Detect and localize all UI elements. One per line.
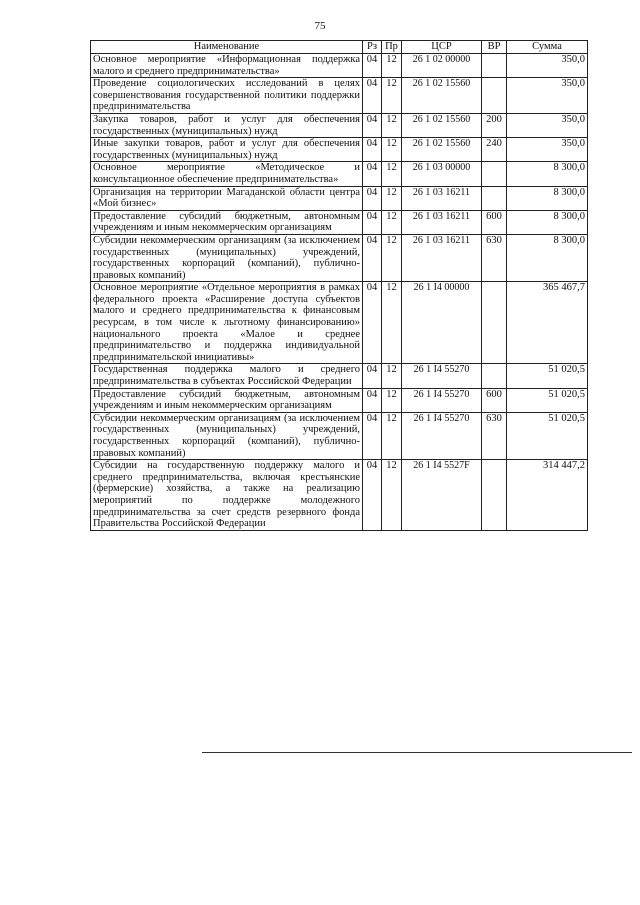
cell-vr [482, 364, 507, 388]
cell-pr: 12 [382, 388, 402, 412]
table-row [91, 78, 588, 114]
cell-sum: 350,0 [507, 54, 588, 78]
cell-rz: 04 [363, 364, 382, 388]
cell-pr: 12 [382, 54, 402, 78]
cell-name: Предоставление субсидий бюджетным, автономным учреждениям и иным некоммерческим организациям [91, 210, 363, 234]
cell-sum: 350,0 [507, 78, 588, 114]
cell-csr: 26 1 02 15560 [402, 138, 482, 162]
cell-pr: 12 [382, 412, 402, 459]
cell-name: Основное мероприятие «Отдельное мероприятия в рамках федерального проекта «Расширение доступа субъектов малого и среднего предпринимательства к финансовым ресурсам, в том числе к льготному финансированию» национального проекта «Малое и среднее предпринимательство и поддержка индивидуальной предпринимательской инициативы» [91, 282, 363, 364]
table-header [91, 41, 588, 54]
header-pr: Пр [382, 41, 402, 54]
cell-pr: 12 [382, 78, 402, 114]
cell-pr: 12 [382, 364, 402, 388]
cell-pr: 12 [382, 162, 402, 186]
cell-name: Основное мероприятие «Информационная поддержка малого и среднего предпринимательства» [91, 54, 363, 78]
cell-pr: 12 [382, 282, 402, 364]
cell-vr: 600 [482, 210, 507, 234]
cell-csr: 26 1 02 15560 [402, 78, 482, 114]
cell-vr [482, 54, 507, 78]
cell-rz: 04 [363, 113, 382, 137]
table-row [91, 162, 588, 186]
cell-sum: 51 020,5 [507, 388, 588, 412]
cell-rz: 04 [363, 78, 382, 114]
footer-rule [202, 752, 632, 753]
cell-rz: 04 [363, 54, 382, 78]
cell-csr: 26 1 I4 5527F [402, 460, 482, 531]
cell-name: Проведение социологических исследований в целях совершенствования государственной политики поддержки предпринимательства [91, 78, 363, 114]
cell-pr: 12 [382, 210, 402, 234]
cell-sum: 350,0 [507, 138, 588, 162]
header-csr: ЦСР [402, 41, 482, 54]
cell-vr [482, 460, 507, 531]
cell-rz: 04 [363, 460, 382, 531]
cell-vr [482, 282, 507, 364]
cell-sum: 8 300,0 [507, 186, 588, 210]
cell-csr: 26 1 I4 55270 [402, 388, 482, 412]
table-row [91, 210, 588, 234]
cell-vr: 600 [482, 388, 507, 412]
cell-vr: 240 [482, 138, 507, 162]
table-row [91, 460, 588, 531]
page-number: 75 [314, 20, 326, 32]
table-row [91, 388, 588, 412]
cell-name: Субсидии на государственную поддержку малого и среднего предпринимательства, включая крестьянские (фермерские) хозяйства, а также на реализацию мероприятий по поддержке молодежного предпринимательства за счет средств резервного фонда Правительства Российской Федерации [91, 460, 363, 531]
cell-rz: 04 [363, 138, 382, 162]
table-row [91, 282, 588, 364]
cell-pr: 12 [382, 234, 402, 281]
table-body [91, 54, 588, 531]
cell-name: Государственная поддержка малого и среднего предпринимательства в субъектах Российской Федерации [91, 364, 363, 388]
cell-vr: 200 [482, 113, 507, 137]
cell-rz: 04 [363, 282, 382, 364]
cell-csr: 26 1 I4 55270 [402, 364, 482, 388]
cell-pr: 12 [382, 460, 402, 531]
cell-rz: 04 [363, 234, 382, 281]
cell-rz: 04 [363, 210, 382, 234]
cell-rz: 04 [363, 162, 382, 186]
cell-sum: 8 300,0 [507, 210, 588, 234]
cell-sum: 314 447,2 [507, 460, 588, 531]
cell-sum: 51 020,5 [507, 412, 588, 459]
table-row [91, 234, 588, 281]
header-sum: Сумма [507, 41, 588, 54]
cell-sum: 8 300,0 [507, 162, 588, 186]
cell-name: Субсидии некоммерческим организациям (за исключением государственных (муниципальных) учреждений, государственных корпораций (компаний), публично-правовых компаний) [91, 412, 363, 459]
cell-sum: 51 020,5 [507, 364, 588, 388]
cell-csr: 26 1 03 00000 [402, 162, 482, 186]
header-rz: Рз [363, 41, 382, 54]
cell-sum: 365 467,7 [507, 282, 588, 364]
cell-rz: 04 [363, 388, 382, 412]
cell-vr: 630 [482, 412, 507, 459]
header-name: Наименование [91, 41, 363, 54]
cell-name: Субсидии некоммерческим организациям (за исключением государственных (муниципальных) учреждений, государственных корпораций (компаний), публично-правовых компаний) [91, 234, 363, 281]
table-row [91, 364, 588, 388]
cell-sum: 8 300,0 [507, 234, 588, 281]
cell-csr: 26 1 02 00000 [402, 54, 482, 78]
cell-pr: 12 [382, 186, 402, 210]
cell-vr [482, 162, 507, 186]
table-row [91, 113, 588, 137]
cell-csr: 26 1 03 16211 [402, 210, 482, 234]
cell-rz: 04 [363, 186, 382, 210]
cell-name: Иные закупки товаров, работ и услуг для обеспечения государственных (муниципальных) нужд [91, 138, 363, 162]
cell-name: Закупка товаров, работ и услуг для обеспечения государственных (муниципальных) нужд [91, 113, 363, 137]
cell-pr: 12 [382, 138, 402, 162]
cell-name: Основное мероприятие «Методическое и консультационное обеспечение предпринимательства» [91, 162, 363, 186]
cell-vr: 630 [482, 234, 507, 281]
cell-csr: 26 1 03 16211 [402, 186, 482, 210]
cell-pr: 12 [382, 113, 402, 137]
table-row [91, 186, 588, 210]
header-row [91, 41, 588, 54]
cell-name: Организация на территории Магаданской области центра «Мой бизнес» [91, 186, 363, 210]
table-row [91, 138, 588, 162]
cell-csr: 26 1 02 15560 [402, 113, 482, 137]
cell-csr: 26 1 03 16211 [402, 234, 482, 281]
cell-vr [482, 186, 507, 210]
cell-csr: 26 1 I4 00000 [402, 282, 482, 364]
cell-sum: 350,0 [507, 113, 588, 137]
header-vr: ВР [482, 41, 507, 54]
table-row [91, 54, 588, 78]
budget-table [90, 40, 588, 531]
cell-name: Предоставление субсидий бюджетным, автономным учреждениям и иным некоммерческим организациям [91, 388, 363, 412]
table-row [91, 412, 588, 459]
cell-vr [482, 78, 507, 114]
cell-rz: 04 [363, 412, 382, 459]
cell-csr: 26 1 I4 55270 [402, 412, 482, 459]
